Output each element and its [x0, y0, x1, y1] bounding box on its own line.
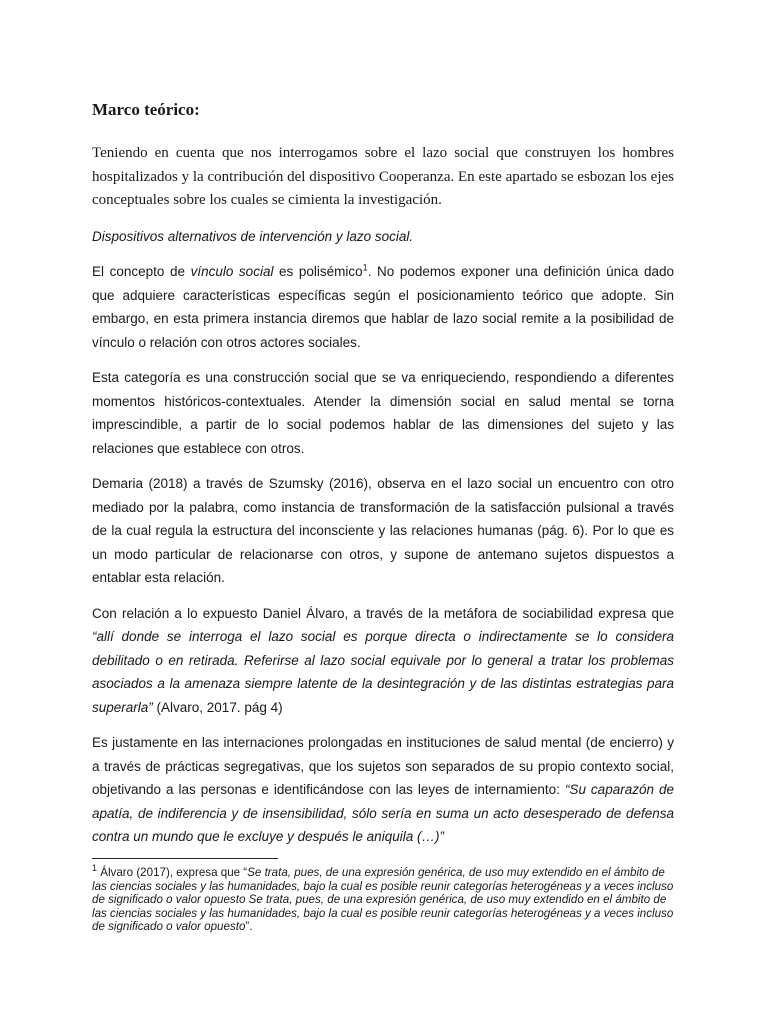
- document-body: [92, 98, 674, 861]
- paragraph-internaciones: Es justamente en las internaciones prolongadas en instituciones de salud mental (de encierro) y a través de prácticas segregativas, que los sujetos son separados de su propio contexto social, objetivando a las personas e identificándose con las leyes de internamiento: “Su caparazón de apatía, de indiferencia y de insensibilidad, sólo sería en suma un acto desesperado de defensa contra un mundo que le excluye y después le aniquila (…)”: [92, 735, 674, 844]
- subsection-heading: Dispositivos alternativos de intervención y lazo social.: [92, 228, 414, 244]
- footnote-separator: [92, 858, 278, 859]
- footnote-ref[interactable]: 1: [362, 262, 368, 273]
- quote-text: “Su caparazón de apatía, de indiferencia y de insensibilidad, sólo sería en suma un acto desesperado de defensa contra un mundo que le excluye y después le aniquila (…)”: [92, 782, 674, 844]
- paragraph-intro: Teniendo en cuenta que nos interrogamos sobre el lazo social que construyen los hombres hospitalizados y la contribución del dispositivo Cooperanza. En este apartado se esbozan los ejes conceptuales sobre los cuales se cimienta la investigación.: [92, 145, 674, 208]
- paragraph-vinculo-social: El concepto de vínculo social es polisémico$^1$. No podemos exponer una definición única dado que adquiere características específicas según el posicionamiento teórico que adopte. Sin embargo, en esta primera instancia diremos que hablar de lazo social remite a la posibilidad de vínculo o relación con otros actores sociales.: [92, 262, 674, 350]
- quote-text: “allí donde se interroga el lazo social es porque directa o indirectamente se lo considera debilitado o en retirada. Referirse al lazo social equivale por lo general a tratar los problemas asociados a la amenaza siempre latente de la desintegración y de las distintas estrategias para superarla”: [92, 629, 674, 715]
- footnote: $^1$ Álvaro (2017), expresa que “Se trata, pues, de una expresión genérica, de uso muy extendido en el ámbito de las ciencias sociales y las humanidades, bajo la cual es posible reunir categorías heterogéneas y a veces incluso de significado o valor opuesto Se trata, pues, de una expresión genérica, de uso muy extendido en el ámbito de las ciencias sociales y las humanidades, bajo la cual es posible reunir categorías heterogéneas y a veces incluso de significado o valor opuesto”.: [92, 863, 674, 933]
- paragraph-demaria: Demaria (2018) a través de Szumsky (2016), observa en el lazo social un encuentro con otro mediado por la palabra, como instancia de transformación de la satisfacción pulsional a través de la cual regula la estructura del inconsciente y las relaciones humanas (pág. 6). Por lo que es un modo particular de relacionarse con otros, y supone de antemano sujetos dispuestos a entablar esta relación.: [92, 476, 674, 585]
- section-heading: Marco teórico:: [92, 100, 200, 119]
- paragraph-alvaro-quote: Con relación a lo expuesto Daniel Álvaro, a través de la metáfora de sociabilidad expresa que “allí donde se interroga el lazo social es porque directa o indirectamente se lo considera debilitado o en retirada. Referirse al lazo social equivale por lo general a tratar los problemas asociados a la amenaza siempre latente de la desintegración y de las distintas estrategias para superarla” (Alvaro, 2017. pág 4): [92, 605, 674, 715]
- paragraph-categoria: Esta categoría es una construcción social que se va enriqueciendo, respondiendo a diferentes momentos históricos-contextuales. Atender la dimensión social en salud mental se torna imprescindible, a partir de lo social podemos hablar de las dimensiones del sujeto y las relaciones que establece con otros.: [92, 370, 674, 456]
- footnote-number: 1: [92, 863, 98, 874]
- emphasis-term: vínculo social: [190, 264, 274, 279]
